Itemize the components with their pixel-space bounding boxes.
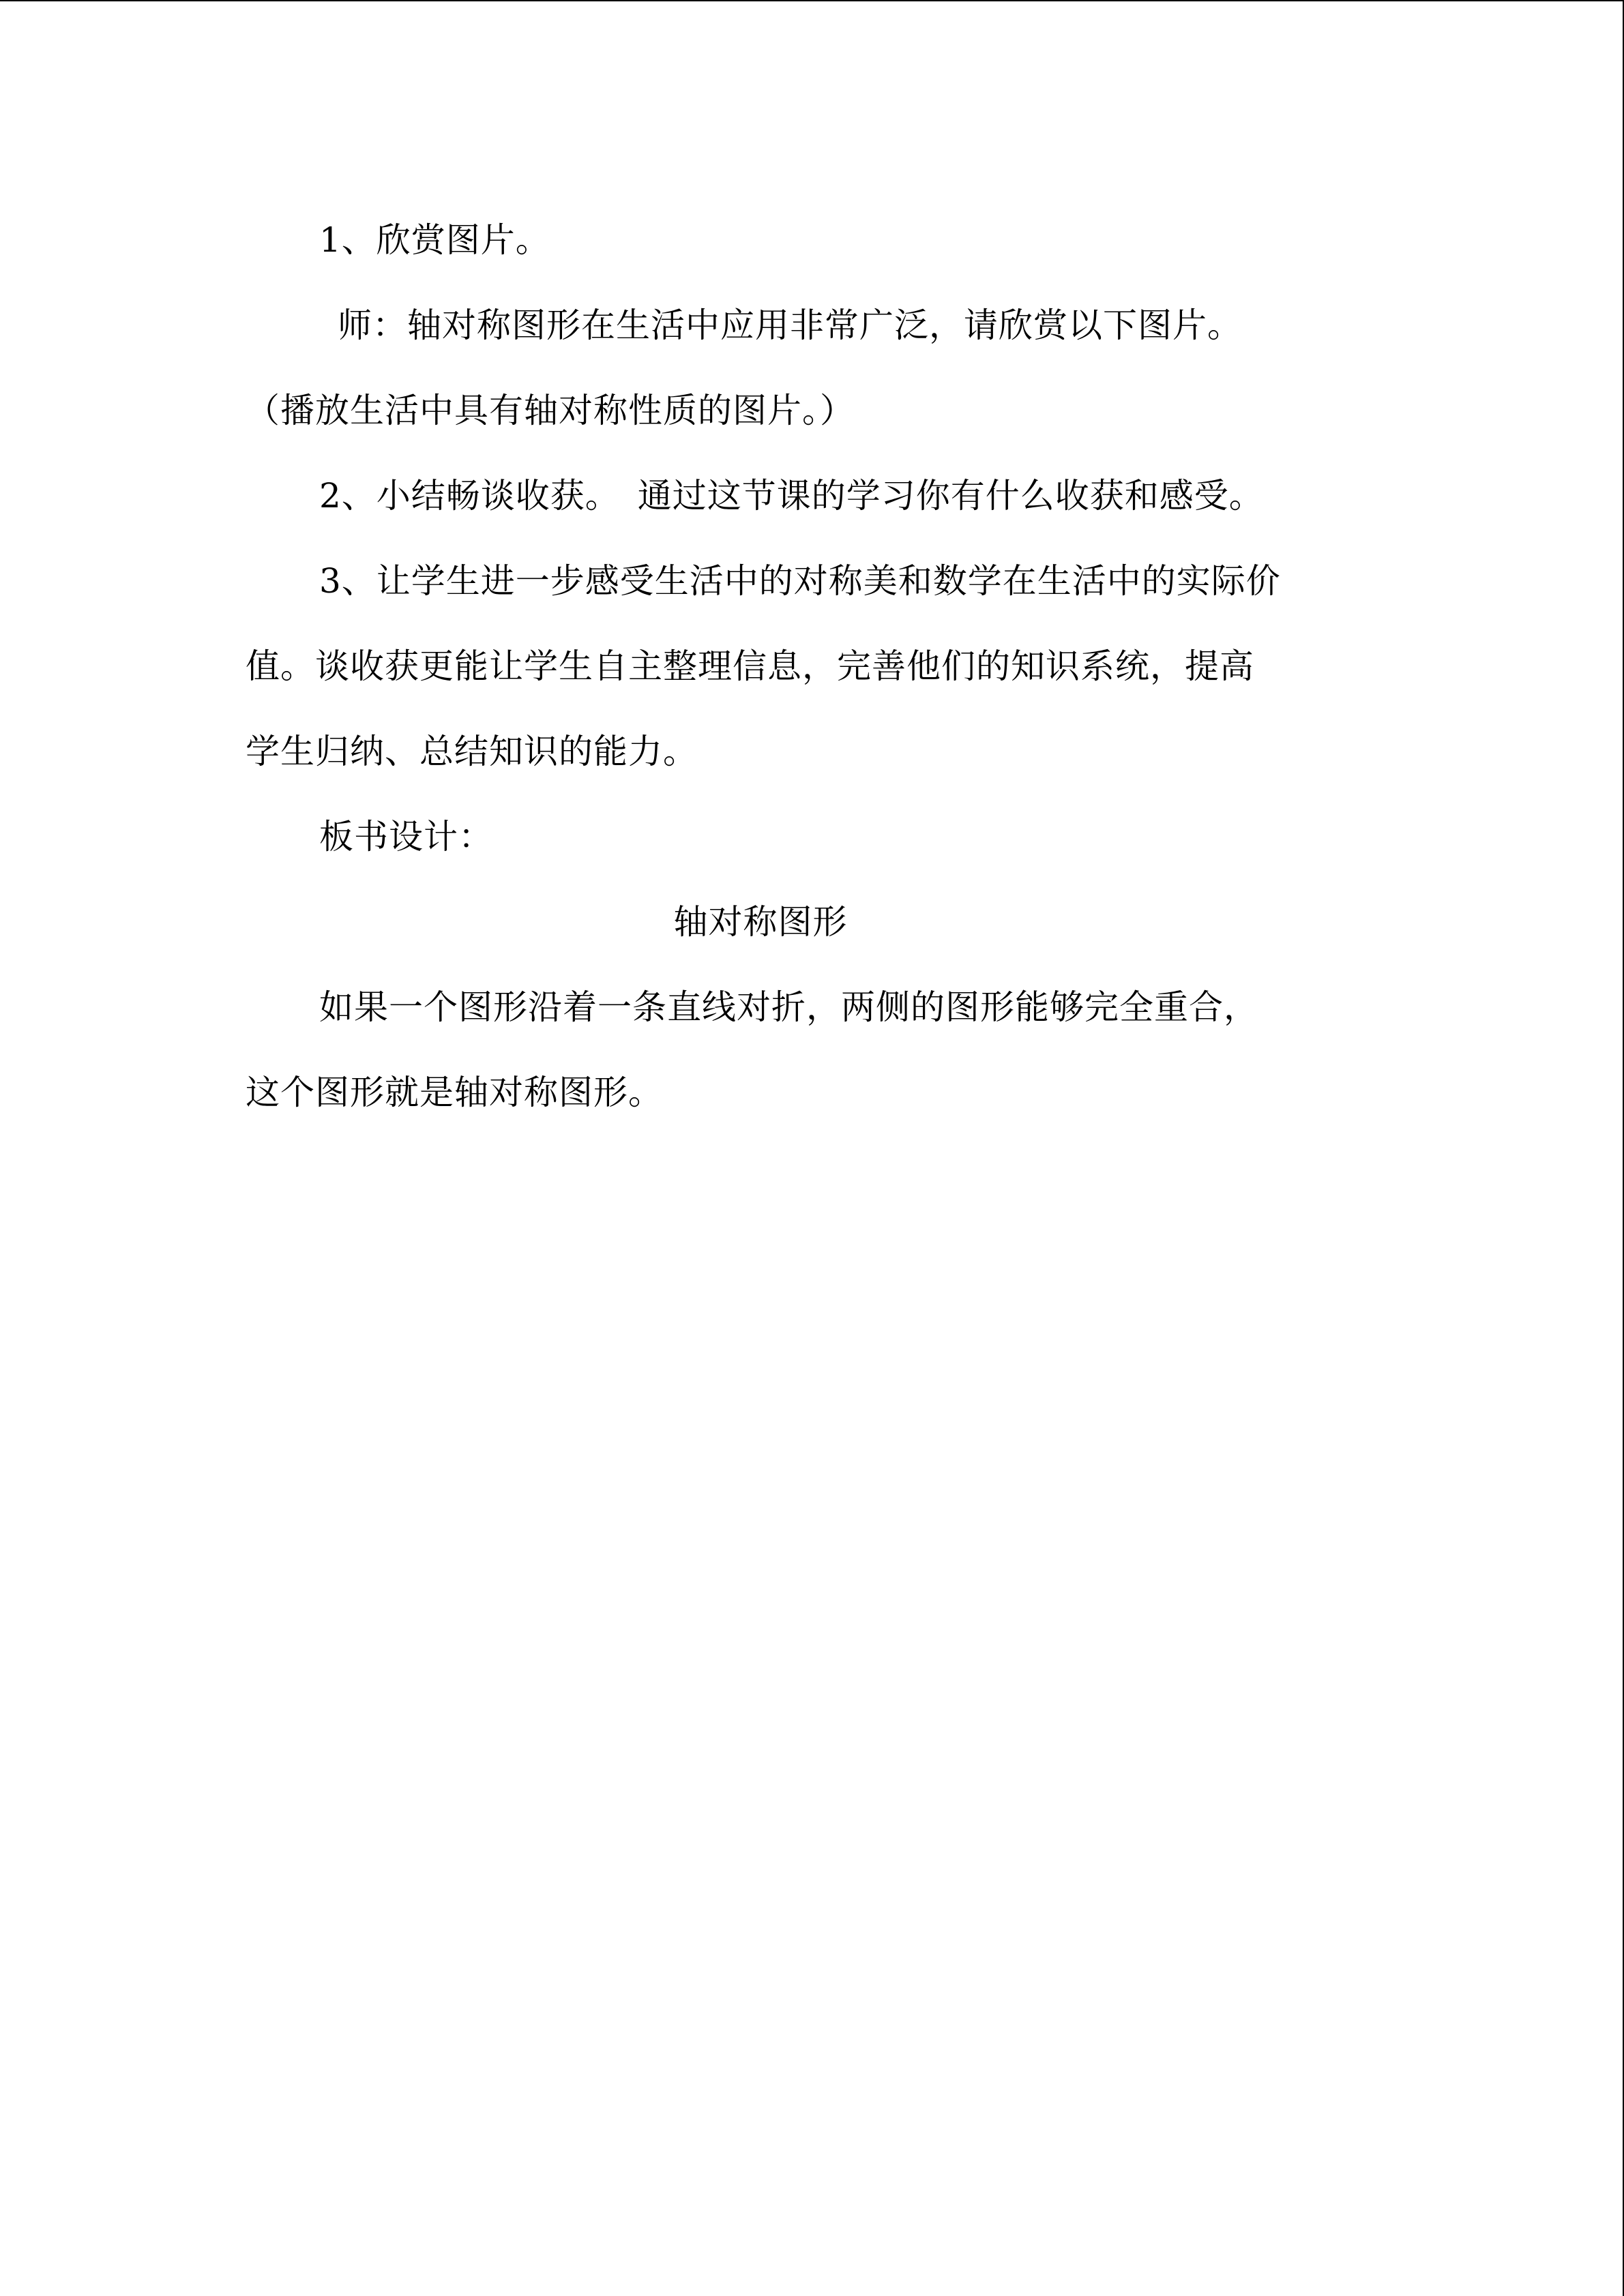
step-3-line-3: 学生归纳、总结知识的能力。 <box>246 732 698 771</box>
step-3-line-2: 值。谈收获更能让学生自主整理信息，完善他们的知识系统，提高 <box>246 646 1254 686</box>
teacher-remark: 师：轴对称图形在生活中应用非常广泛，请欣赏以下图片。 <box>338 305 1242 345</box>
board-design-heading: 板书设计： <box>319 817 493 856</box>
definition-line-1: 如果一个图形沿着一条直线对折，两侧的图形能够完全重合， <box>319 987 1258 1027</box>
step-2-summary: 2、小结畅谈收获。 通过这节课的学习你有什么收获和感受。 <box>319 476 1264 516</box>
step-3-line-1: 3、让学生进一步感受生活中的对称美和数学在生活中的实际价 <box>319 561 1281 601</box>
board-title: 轴对称图形 <box>673 902 848 942</box>
definition-line-2: 这个图形就是轴对称图形。 <box>246 1073 663 1112</box>
play-pictures-note: （播放生活中具有轴对称性质的图片。） <box>246 391 855 430</box>
step-1-appreciate-pictures: 1、欣赏图片。 <box>319 220 550 260</box>
